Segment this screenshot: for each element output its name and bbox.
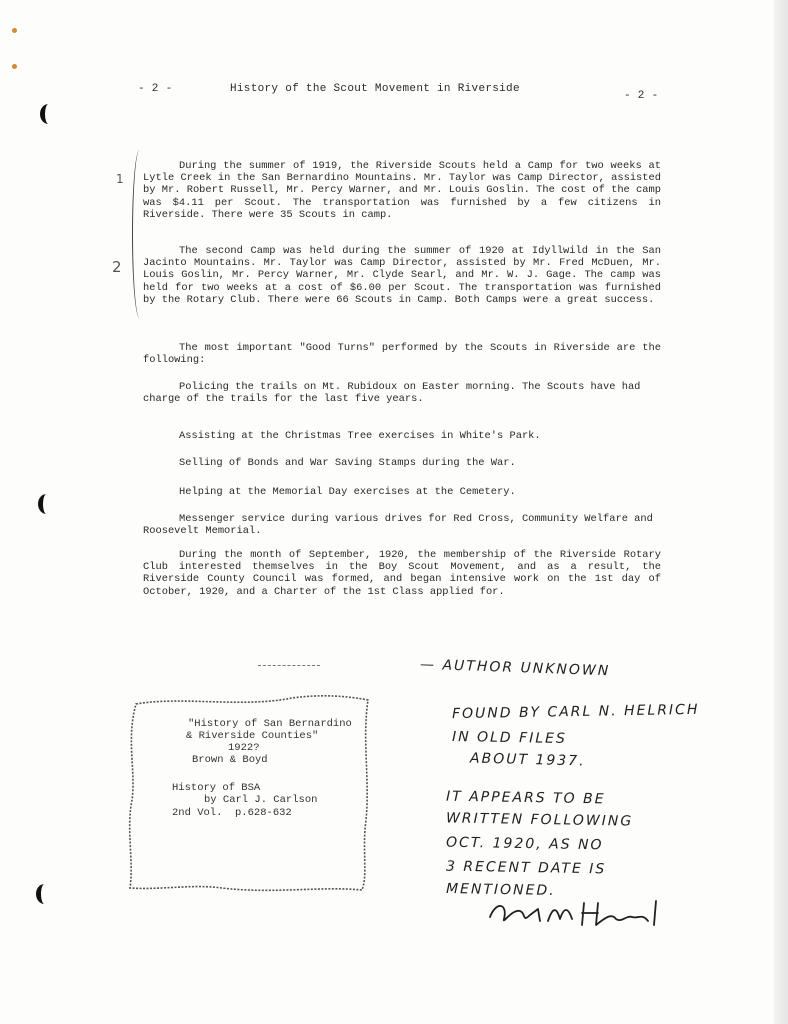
good-turn-item: Helping at the Memorial Day exercises at the Cemetery. (179, 486, 516, 498)
handwritten-signature (486, 895, 666, 929)
page-number-left: - 2 - (138, 83, 173, 95)
handwritten-note-line: IN OLD FILES (451, 728, 567, 748)
handwritten-note-line: ABOUT 1937. (469, 750, 586, 770)
stamp-line: Brown & Boyd (192, 754, 268, 766)
handwritten-note-line: FOUND BY CARL N. HELRICH (451, 701, 700, 723)
paragraph-rotary-1920: During the month of September, 1920, the membership of the Riverside Rotary Club interested themselves in the Boy Scout Movement, and as a result, the Riverside County Council was formed, and began intensive work on the 1st day of October, 1920, and a Charter of the 1st Class applied for. (143, 549, 661, 598)
handwritten-note-line: 3 RECENT DATE IS (445, 858, 607, 878)
punch-hole-mark (36, 884, 53, 904)
punch-hole-mark (38, 494, 55, 514)
page-title: History of the Scout Movement in Riverside (230, 83, 520, 95)
stamp-line: & Riverside Counties" (186, 730, 319, 742)
paragraph-good-turns-intro: The most important "Good Turns" performed by the Scouts in Riverside are the following: (143, 342, 661, 367)
stamp-line: History of BSA (172, 782, 261, 794)
margin-mark-one: 1 (116, 172, 124, 186)
stamp-line: 2nd Vol. p.628-632 (172, 807, 292, 819)
good-turn-item: Policing the trails on Mt. Rubidoux on Easter morning. The Scouts have had charge of the trails for the last five years. (143, 381, 641, 406)
punch-hole-mark (40, 104, 57, 124)
paragraph-camp-1919: During the summer of 1919, the Riverside Scouts held a Camp for two weeks at Lytle Creek in the San Bernardino Mountains. Mr. Taylor was Camp Director, assisted by Mr. Robert Russell, Mr. Percy Warner, and Mr. Louis Goslin. The cost of the camp was $4.11 per Scout. The transportation was furnished by a few citizens in Riverside. There were 35 Scouts in camp. (143, 160, 661, 221)
stamp-line: by Carl J. Carlson (204, 794, 318, 806)
margin-mark-two: 2 (112, 258, 122, 276)
stamp-line: "History of San Bernardino (188, 718, 352, 730)
good-turn-item: Messenger service during various drives for Red Cross, Community Welfare and Roosevelt Memorial. (143, 513, 653, 538)
stain-mark (12, 28, 17, 33)
stain-mark (12, 64, 17, 69)
page-number-right: - 2 - (624, 90, 659, 102)
page-edge-shadow (774, 0, 788, 1024)
good-turn-item: Assisting at the Christmas Tree exercises in White's Park. (179, 430, 541, 442)
stamp-line: 1922? (228, 742, 260, 754)
handwritten-note-line: IT APPEARS TO BE (445, 788, 606, 808)
handwritten-note-line: MENTIONED. (445, 881, 556, 899)
divider-dashes (258, 665, 320, 666)
handwritten-note-line: WRITTEN FOLLOWING (445, 810, 634, 830)
handwritten-author-note: — AUTHOR UNKNOWN (419, 656, 611, 680)
handwritten-note-line: OCT. 1920, AS NO (445, 834, 604, 854)
paragraph-camp-1920: The second Camp was held during the summer of 1920 at Idyllwild in the San Jacinto Mountains. Mr. Taylor was Camp Director, assisted by Mr. Fred McDuen, Mr. Louis Goslin, Mr. Percy Warner, Mr. Clyde Searl, and Mr. W. J. Gage. The camp was held for two weeks at a cost of $6.00 per Scout. The transportation was furnished by the Rotary Club. There were 66 Scouts in Camp. Both Camps were a great success. (143, 245, 661, 306)
good-turn-item: Selling of Bonds and War Saving Stamps during the War. (179, 457, 516, 469)
reference-stamp (122, 690, 372, 896)
